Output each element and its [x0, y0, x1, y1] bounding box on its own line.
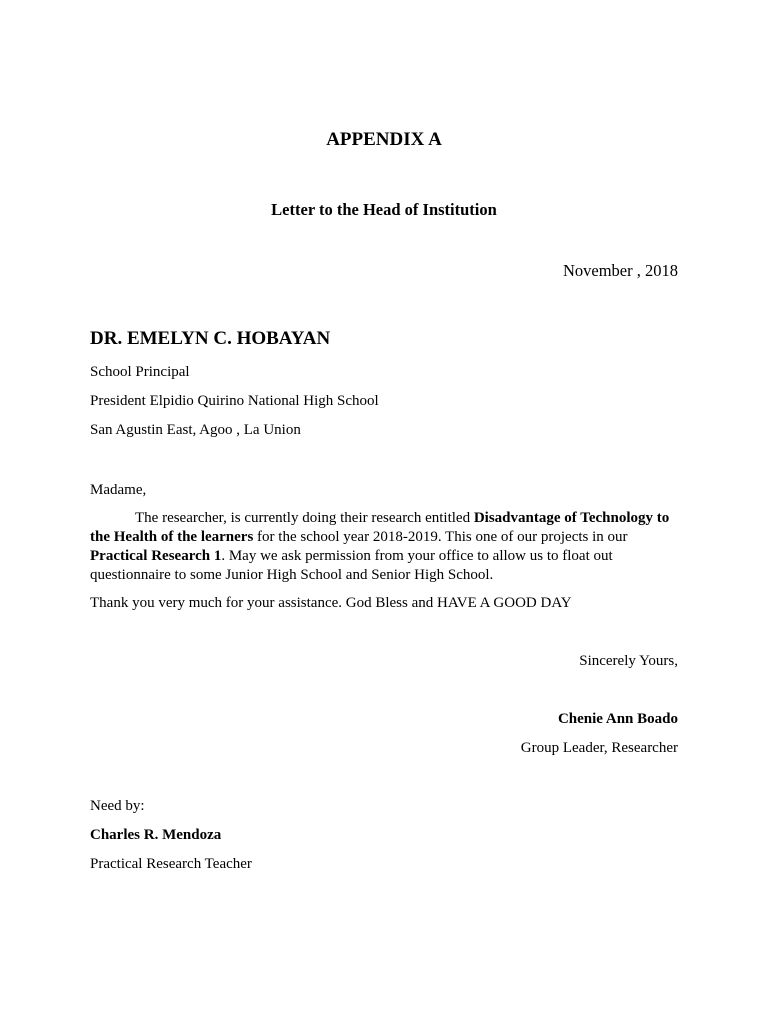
- recipient-position: School Principal: [90, 364, 190, 380]
- letter-subtitle: Letter to the Head of Institution: [271, 200, 497, 219]
- signer-role: Group Leader, Researcher: [520, 740, 678, 756]
- signer-name: Chenie Ann Boado: [557, 711, 678, 727]
- appendix-title: APPENDIX A: [326, 129, 442, 150]
- noted-label: Need by:: [90, 798, 145, 814]
- research-title: Disadvantage of Technology to the Health of the learners: [90, 510, 670, 545]
- body-paragraph-2: Thank you very much for your assistance. God Bless and HAVE A GOOD DAY: [90, 595, 572, 611]
- subject-name: Practical Research 1: [90, 548, 222, 564]
- body-paragraph-1-middle: for the school year 2018-2019. This one of our projects in our: [253, 529, 628, 545]
- noted-role: Practical Research Teacher: [90, 856, 252, 872]
- valediction: Sincerely Yours,: [579, 653, 678, 669]
- noted-name: Charles R. Mendoza: [90, 827, 222, 843]
- recipient-school: President Elpidio Quirino National High School: [90, 393, 379, 409]
- recipient-address: San Agustin East, Agoo , La Union: [90, 422, 301, 438]
- body-paragraph-1-start: The researcher, is currently doing their research entitled: [135, 510, 474, 526]
- recipient-name: DR. EMELYN C. HOBAYAN: [90, 328, 331, 349]
- salutation: Madame,: [90, 482, 147, 498]
- letter-date: November , 2018: [562, 261, 678, 280]
- body-paragraph-1-end: . May we ask permission from your office to allow us to float out questionnaire to some Junior High School and Senior High School.: [90, 548, 613, 583]
- body-paragraph-1: [90, 509, 680, 585]
